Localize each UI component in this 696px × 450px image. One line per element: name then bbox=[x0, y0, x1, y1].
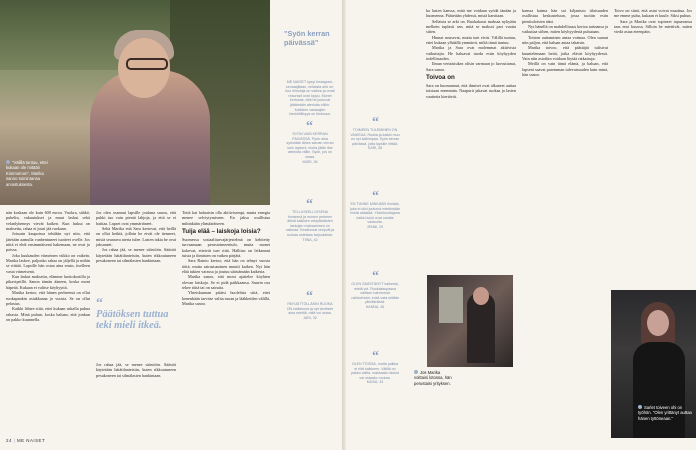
sidebar-entry: TELLUSKELLOISENA ihmisenä ja monen perheen äitinä kaikkien arkipäiväisten laskujen maksaminen on vaikeaa. Kesälomat venyvät ja ruokaa ostetaan tarjouksista. TIINA, 42 bbox=[285, 210, 335, 242]
body-paragraph: Jos olen osannut lapsille jouluna sanoa, että pukki tuo vain pieniä lahjoja, ja että se ei haittaa. Lapset ovat ymmärtäneet. bbox=[96, 210, 176, 226]
body-paragraph: Kun laskut maksettu, elämme luottokortilla ja pikavipeillä. Sanon tämän ääneen, koska moni häpeää. Kukaan ei valitse köyhyyttä. bbox=[6, 274, 90, 290]
body-paragraph: kanssa kaima hän sai kiljantuto tilaisuuden osallistua keskusteluun, jossa tuotiin esiin pienituloisten ääni. bbox=[522, 8, 608, 24]
sidebar-entry: OLEN TÖISSÄ, mutta palkka ei riitä kaikkeen. Välillä on pakko valita, maksaako laskut vai ostaako ruokaa. KAISA, 34 bbox=[351, 362, 399, 385]
caption-dot-icon bbox=[414, 370, 418, 374]
sidebar-entry-sign: HANNA, 45 bbox=[365, 304, 385, 309]
body-paragraph: Marika toivoo, että päättäjät tulisivat kuuntelemaan heitä, jotka elävät köyhyydessä. Vain niin asioihin voidaan löytää ratkaisuja. bbox=[522, 45, 608, 62]
pull-quote-mark-icon: “ bbox=[96, 296, 103, 311]
quote-mark-icon: “ bbox=[372, 189, 379, 204]
body-paragraph: Nyt hänellä on mahdollisuus kertoa tarinansa ja vaikuttaa siihen, miten köyhyydestä puhutaan. bbox=[522, 24, 608, 35]
sidebar-entry-sign: MARI, 36 bbox=[302, 159, 318, 164]
article-column-5 bbox=[522, 8, 608, 77]
body-paragraph: Ilman vertaistukea olisin varmaan jo luovuttanut, Sara sanoo. bbox=[426, 61, 516, 72]
quote-mark-icon: “ bbox=[306, 119, 313, 134]
photo-marika-indoors bbox=[427, 275, 513, 367]
photo-caption: Jos Marika voittaisi lotossa, hän perustaisi yrityksen. bbox=[414, 370, 452, 386]
caption-dot-icon bbox=[6, 160, 10, 164]
body-paragraph: Sara on huomannut, että ihmiset ovat alkaneet auttaa toisiaan enemmän. Naapurit jakavat ruokaa ja lasten vaatteita kiertävät. bbox=[426, 83, 516, 99]
page-footer: 24 | ME NAISET bbox=[6, 438, 46, 443]
body-paragraph: Marika kertoo, että hänen perheensä on ollut ruokapankin asiakkaana jo vuosia. Se on ollut pelastus. bbox=[6, 290, 90, 306]
article-column-4 bbox=[426, 8, 516, 99]
photo-person-body bbox=[633, 342, 685, 438]
subheading: Toivoa on bbox=[426, 74, 455, 82]
sidebar-entry: TOIMEEN TULEMINEN ON VAIKEAA. Ruoka ja kaikki muu on nyt kalliimpaa. Syön kerran päivässä, jotta lapsille riittää. SARI, 38 bbox=[350, 128, 400, 151]
article-column-6 bbox=[614, 8, 692, 35]
sidebar-entry: REHJÄTTÖLLÄKIN RUOKA ON kallistunut ja nyt tarvitsee aina miettiä, mitä voi ostaa. JARI, 32 bbox=[286, 302, 334, 320]
sidebar-intro: ME NAISET kysyi Instagram-seuraajiltaan, millaista arki on, kun elinoloja on vaikea ja omat resurssit ovat loppu. Monet kertoivat, että he joutuvat jättämään aterioita väliin. Kaikkien vastaajien henkilöllisyys on tiedossa. bbox=[285, 80, 335, 117]
body-paragraph: ka lasten kanssa, mitä me voidaan syödä tänään ja huomenna. Päätetään yhdessä, mistä karsitaan. bbox=[426, 8, 516, 19]
article-column-3 bbox=[182, 210, 270, 307]
sidebar-entry-sign: JENNI, 29 bbox=[366, 224, 384, 229]
photo-person-head bbox=[647, 310, 669, 336]
magazine-name: ME NAISET bbox=[17, 438, 46, 443]
photo-window bbox=[439, 287, 463, 323]
sidebar-entry: SYÖN VAIN KERRAN PÄIVÄSSÄ. Pyrin aina syömään lähes saman verran kuin lapseni, mutta jätän itse aterioita väliin. Syön, jos on varaa. MARI, 36 bbox=[286, 132, 334, 164]
quote-mark-icon: “ bbox=[306, 289, 313, 304]
photo-person-head bbox=[473, 287, 489, 305]
body-paragraph: Marika sanoo, että moni ajattelee köyhien olevan laiskoja. Se ei pidä paikkaansa. Suurin osa tekee töitä tai on sairaita. bbox=[182, 274, 270, 291]
photo-person-glasses bbox=[126, 58, 168, 70]
sidebar-entry-sign: SARI, 38 bbox=[367, 146, 383, 151]
body-paragraph: Sekä Marika että Sara kertovat, että heillä on ollut hetkiä, jolloin he eivät ole tienneet, mistä seuraava ateria tulee. Lasten takia he ovat jaksaneet. bbox=[96, 226, 176, 248]
body-paragraph: Jos rahaa jää, se menee säästöön. Säästöt käytetään hätätilanteisiin, kuten rikkoutuneen pesukoneen tai silmälasien hankintaan. bbox=[96, 362, 176, 378]
body-paragraph: Tottä kai haluaisin olla aktiivisempi, mutta energia menee selviytymiseen. En jaksa osallistua mihinkään ylimääräiseen. bbox=[182, 210, 270, 226]
body-paragraph: Meillä on vain tämä elämä, ja haluan, että lapseni saavat paremman tulevaisuuden kuin minä, hän sanoo. bbox=[522, 61, 608, 78]
body-paragraph: Sara Rainio kertoo, että hän on tehnyt vuosia töitä, mutta sairastuminen muutti kaiken. Nyt hän elää tukien varassa ja joutuu säästämään kaikesta. bbox=[182, 258, 270, 275]
sidebar-entry-sign: JARI, 32 bbox=[303, 315, 317, 320]
body-paragraph: Toivo on siinä, että asiat voivat muuttua. Jos me emme puhu, kukaan ei kuule. Siksi puhun. bbox=[614, 8, 692, 19]
body-paragraph: Yhteiskunnan pitäisi huolehtia siitä, ettei kenenkään tarvitse valita ruoan ja lääkkeiden välillä, Marika sanoo. bbox=[182, 290, 271, 307]
quote-mark-icon: “ bbox=[372, 269, 379, 284]
body-paragraph: Sara ja Marika ovat sopineet tapaavansa taas ensi kuussa. Silloin he miettivät, miten viedä asiaa eteenpäin. bbox=[614, 18, 692, 35]
body-paragraph: Toisten auttaminen antaa voimaa. Olen saanut niin paljon, että haluan antaa takaisin. bbox=[522, 34, 608, 46]
portrait-photo-marika bbox=[0, 0, 270, 205]
page-gutter bbox=[342, 0, 346, 450]
page-number: 24 bbox=[6, 438, 12, 443]
article-column-1 bbox=[6, 210, 90, 322]
body-paragraph: Joissain kaupoissa tehdään nyt niin, että jätetään aamulla vanhentuneet tuotteet ovelle. Jos niitä ei ehdi ensimmäisenä hakemaan, ne ovat jo poissa. bbox=[6, 231, 90, 253]
body-paragraph: Kaikki lähtee siitä, ettei kukaan uskalla puhua rahasta. Minä puhun, koska haluan, että jonkun on pakko kuunnella. bbox=[6, 306, 90, 322]
body-paragraph: Jos rahaa jää, se menee säästöön. Säästöt käytetään hätätilanteisiin, kuten rikkoutuneen pesukoneen tai silmälasien hankintaan. bbox=[96, 247, 176, 264]
photo-caption: Sarlet toiveen ohi on työhön. "Olen yrittänyt auttaa hänen tyttöneaan." bbox=[638, 405, 692, 421]
sidebar-entry: OLEN SÄÄSTÄNYT kaikesta, mistä voi. Ruokakaupassa valitsen halvimmat vaihtoehdot, enkä osta mitään ylimääräistä. HANNA, 45 bbox=[351, 282, 399, 309]
sidebar-entry-sign: KAISA, 34 bbox=[366, 380, 384, 385]
sidebar-entry: EN TUNNE MINKÄÄN ihmistä, joka ei olisi joutunut miettimään mistä säästää. Yksinhuoltajana kaikki kulut ovat omalla vastuulla. JENNI, 29 bbox=[350, 202, 400, 229]
quote-mark-icon: “ bbox=[372, 349, 379, 364]
quote-mark-icon: “ bbox=[372, 115, 379, 130]
subheading: Tuija elää – laiskoja loisia? bbox=[182, 228, 261, 236]
body-paragraph: Hinnat nousevat, mutta tuet eivät. Välillä tuntuu, ettei kukaan ylhäällä ymmärrä, miltä tämä tuntuu. bbox=[426, 34, 516, 46]
pull-quote: Päätöksen tuttua teki mieli itkeä. bbox=[96, 309, 169, 331]
body-paragraph: nän koskaan ole kuin 600 euroa. Vuokra, sähkö, puhelin, vakuutukset ja muut laskut sekä velanlyhennys vievät kaiken. Kun laskut on maksettu, rahaa ei juuri jää ruokaan. bbox=[6, 210, 90, 232]
article-column-2-cont bbox=[96, 362, 176, 378]
caption-dot-icon bbox=[638, 405, 642, 409]
body-paragraph: Suomessa sosiaaliturvajärjestelmä on kehitetty turvaamaan perustoimeentulo, mutta monet kokevat, etteivät tuet riitä. Hallitus on leikannut tuista ja ihmisten on vaikea pärjätä. bbox=[182, 237, 270, 259]
article-column-2 bbox=[96, 210, 176, 263]
body-paragraph: Marika ja Sara ovat molemmat aktiivisia vaikuttajia. He haluavat tuoda esiin köyhyyden todellisuuden. bbox=[426, 45, 516, 62]
photo-caption bbox=[6, 160, 56, 187]
sidebar-entry-sign: TIINA, 42 bbox=[302, 237, 318, 242]
body-paragraph: Sellaista se arki on. Ruokakassi maksaa nykyään melkein tuplasti sen, mitä se maksoi pari vuotta sitten. bbox=[426, 18, 516, 35]
body-paragraph: Joka kuukauden viimeinen viikko on vaikein. Marika laskee, paljonko rahaa on jäljellä ja mihin se riittää. Lapsille hän ostaa aina ensin, itselleen vasta viimeisenä. bbox=[6, 252, 90, 274]
quote-mark-icon: “ bbox=[306, 197, 313, 212]
caption-text: "Välillä tuntuu, ettei kukaan ole mitään Kimmoroon", Marika sanoo toimintansa arvostuksesta. bbox=[6, 160, 48, 187]
sidebar-title: "Syön kerran päivässä" bbox=[284, 29, 330, 47]
